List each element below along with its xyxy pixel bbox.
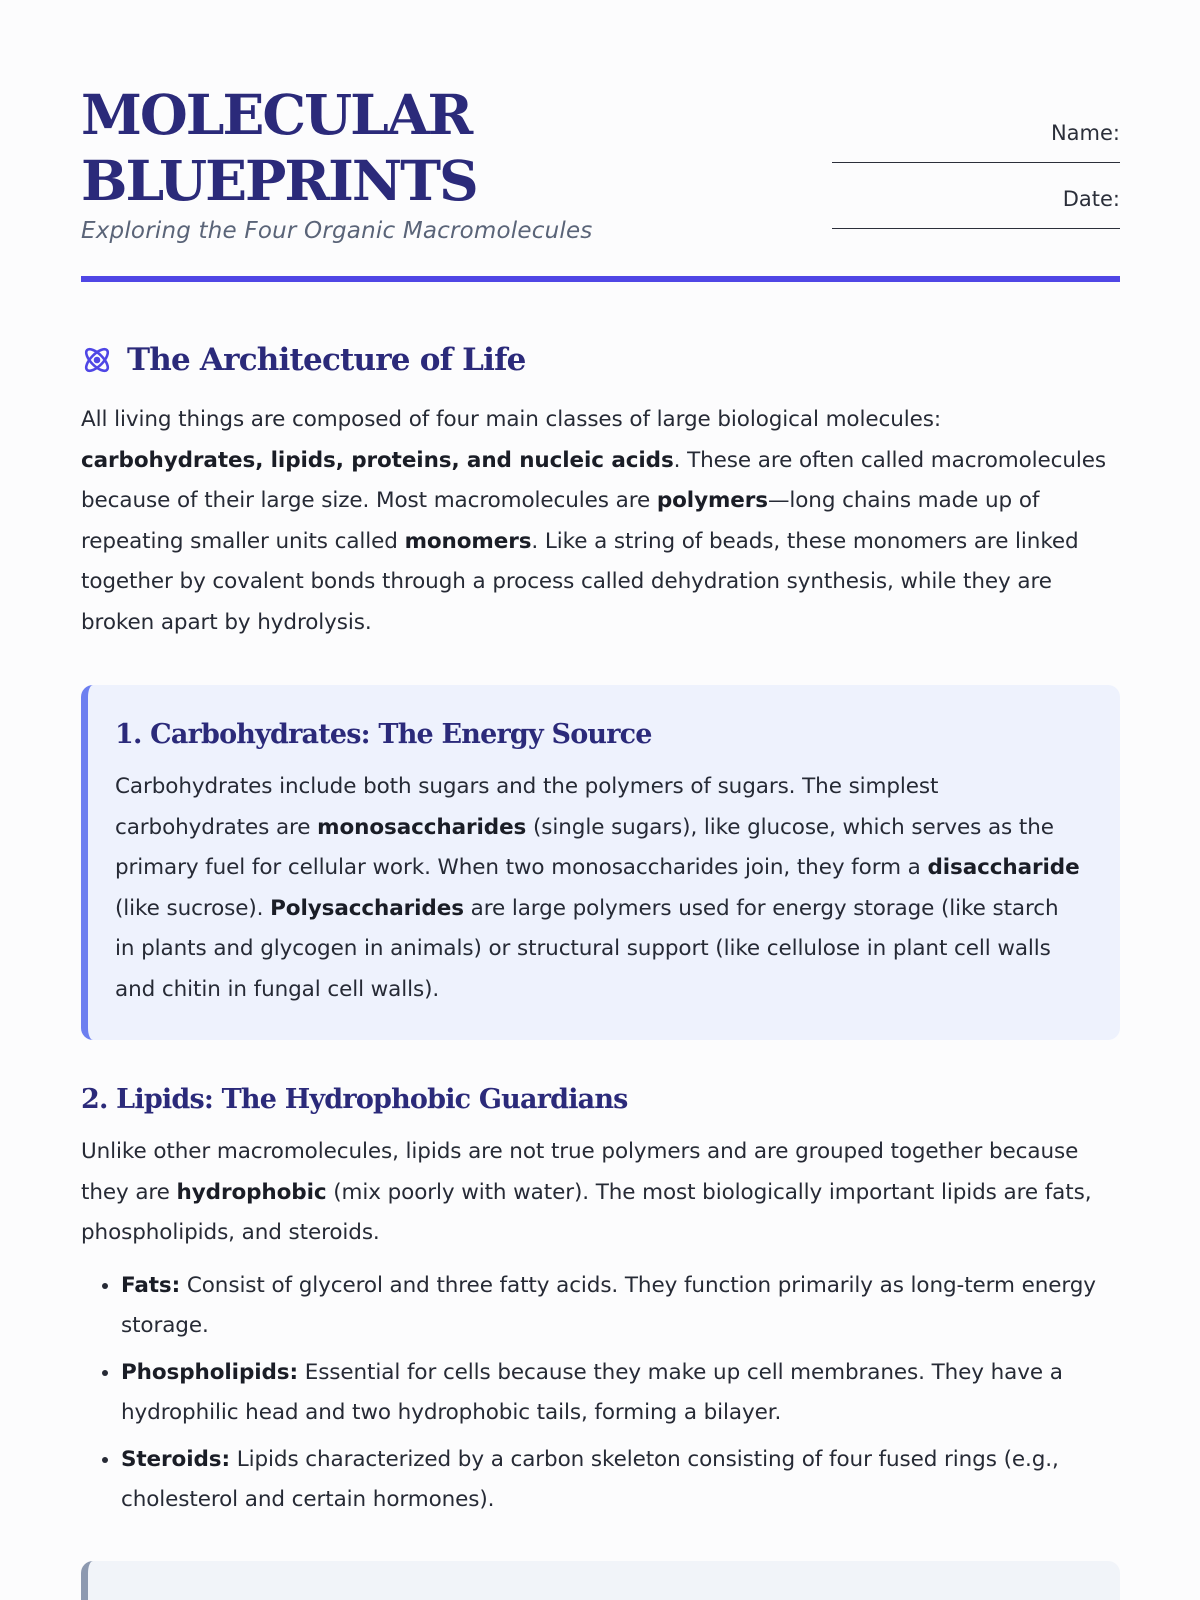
name-label: Name: <box>1050 121 1120 145</box>
list-item: • Phospholipids: Essential for cells because they make up cell membranes. They have a hydrophilic head and two hydrophobic tails, forming a bilayer. <box>121 1353 1120 1434</box>
list-item: • Steroids: Lipids characterized by a carbon skeleton consisting of four fused rings (e.g., cholesterol and certain hormones). <box>121 1440 1120 1521</box>
atom-icon <box>81 344 113 376</box>
date-field[interactable] <box>830 184 1120 250</box>
lipids-list <box>81 1266 1120 1521</box>
carbohydrates-card <box>81 685 1120 1040</box>
worksheet-header <box>81 82 1120 282</box>
list-item: • Fats: Consist of glycerol and three fatty acids. They function primarily as long-term energy storage. <box>121 1266 1120 1347</box>
student-fields <box>830 118 1120 250</box>
page-title: MOLECULAR BLUEPRINTS <box>81 82 477 213</box>
lipids-heading: 2. Lipids: The Hydrophobic Guardians <box>81 1084 628 1115</box>
intro-paragraph: All living things are composed of four main classes of large biological molecules: carbohydrates, lipids, proteins, and nucleic acids. These are often called macromolecules because of their large size. Most macromolecules are polymers—long chains made up of repeating smaller units called monomers. Like a string of beads, these monomers are linked together by covalent bonds through a process called dehydration synthesis, while they are broken apart by hydrolysis. <box>81 407 1107 635</box>
intro-heading-text: The Architecture of Life <box>127 342 526 378</box>
name-line[interactable] <box>832 148 1120 163</box>
carbohydrates-paragraph: Carbohydrates include both sugars and the polymers of sugars. The simplest carbohydrates are monosaccharides (single sugars), like glucose, which serves as the primary fuel for cellular work. When two monosaccharides join, they form a disaccharide (like sucrose). Polysaccharides are large polymers used for energy storage (like starch in plants and glycogen in animals) or structural support (like cellulose in plant cell walls and chitin in fungal cell walls). <box>115 774 1080 1002</box>
next-section-card <box>81 1561 1120 1600</box>
intro-heading <box>81 340 1120 380</box>
name-field[interactable] <box>830 118 1120 184</box>
date-line[interactable] <box>832 214 1120 229</box>
date-label: Date: <box>1062 187 1120 211</box>
carbohydrates-heading: 1. Carbohydrates: The Energy Source <box>115 719 652 750</box>
lipids-paragraph: Unlike other macromolecules, lipids are not true polymers and are grouped together because they are hydrophobic (mix poorly with water). The most biologically important lipids are fats, phospholipids, and steroids. <box>81 1139 1092 1245</box>
page-subtitle: Exploring the Four Organic Macromolecules <box>81 218 593 244</box>
